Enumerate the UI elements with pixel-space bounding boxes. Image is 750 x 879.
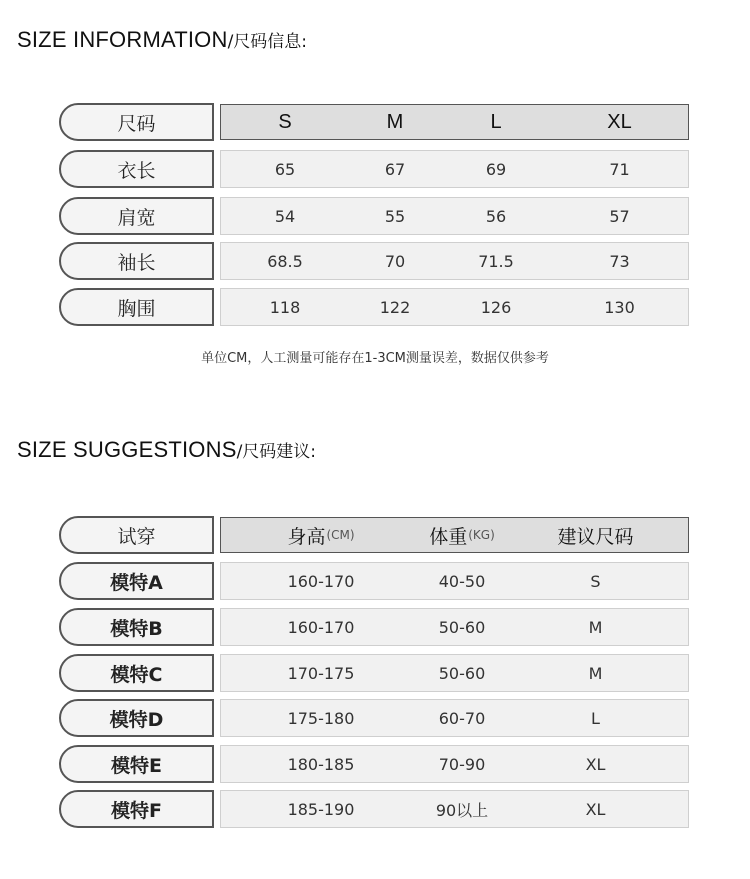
measurement-note: 单位CM，人工测量可能存在1-3CM测量误差，数据仅供参考 [201,351,549,366]
header-label-pill: 试穿 [59,516,214,554]
table-cell: 54 [274,206,296,226]
table-cell: 50-60 [438,617,486,637]
size-suggestions-heading [17,437,316,463]
row-label-pill: 模特D [59,699,214,737]
row-label-pill: 模特A [59,562,214,600]
row-label-pill: 衣长 [59,150,214,188]
row-cells [220,150,689,188]
table-cell: 57 [609,206,630,226]
row-cells [220,745,689,783]
table-row [59,150,689,188]
row-label-pill: 模特C [59,654,214,692]
table-cell: M [588,663,603,683]
table-cell: 160-170 [287,617,355,637]
table-cell: 65 [274,159,296,179]
height-header [221,518,421,552]
table-cell: 73 [609,251,630,271]
table-cell: 180-185 [287,754,355,774]
table-cell: 160-170 [287,571,355,591]
size-header: 建议尺码 [557,525,634,548]
size-xl-header: XL [607,110,632,133]
row-cells [220,562,689,600]
table-cell: XL [585,754,606,774]
size-suggestions-title-en: SIZE SUGGESTIONS [17,437,237,462]
weight-header [421,518,503,552]
header-cells [220,104,689,140]
table-cell: 185-190 [287,799,355,819]
table-row [59,790,689,828]
size-l-header: L [490,110,502,133]
table-cell: XL [585,799,606,819]
table-cell: 56 [485,206,507,226]
row-cells [220,790,689,828]
row-label-pill: 模特F [59,790,214,828]
size-information-heading [17,27,307,53]
table-cell: 40-50 [438,571,486,591]
header-cells [220,517,689,553]
height-header-label: 身高 [287,525,326,548]
table-row [59,242,689,280]
row-cells [220,197,689,235]
row-label-pill: 肩宽 [59,197,214,235]
table-cell: 170-175 [287,663,355,683]
table-cell: 70-90 [438,754,486,774]
table-cell: 118 [269,297,301,317]
table-header-row [59,516,689,554]
size-suggestions-title-zh: /尺码建议: [236,442,317,462]
table-cell: 67 [384,159,406,179]
table-cell: 122 [379,297,411,317]
table-row [59,699,689,737]
table-row [59,288,689,326]
table-cell: 50-60 [438,663,486,683]
row-label-pill: 袖长 [59,242,214,280]
table-cell: 90以上 [435,800,489,820]
table-header-row [59,103,689,141]
table-cell: S [590,571,601,591]
height-header-unit: (CM) [326,528,355,542]
table-cell: M [588,617,603,637]
row-label-pill: 模特B [59,608,214,646]
row-cells [220,608,689,646]
table-cell: 68.5 [267,251,303,271]
row-cells [220,288,689,326]
table-row [59,197,689,235]
table-cell: 71 [609,159,630,179]
header-label-pill: 尺码 [59,103,214,141]
row-cells [220,699,689,737]
table-cell: 60-70 [438,708,486,728]
row-label-pill: 胸围 [59,288,214,326]
size-m-header: M [386,110,404,133]
table-row [59,608,689,646]
table-row [59,562,689,600]
table-cell: 130 [604,297,635,317]
weight-header-unit: (KG) [468,528,495,542]
table-cell: 126 [480,297,512,317]
table-row [59,745,689,783]
size-information-title-en: SIZE INFORMATION [17,27,228,52]
table-cell: L [591,708,600,728]
row-cells [220,654,689,692]
table-cell: 71.5 [478,251,514,271]
table-row [59,654,689,692]
size-s-header: S [278,110,292,133]
table-cell: 70 [384,251,406,271]
table-cell: 175-180 [287,708,355,728]
table-cell: 55 [384,206,406,226]
row-label-pill: 模特E [59,745,214,783]
row-cells [220,242,689,280]
size-information-title-zh: /尺码信息: [227,32,308,52]
table-cell: 69 [485,159,507,179]
weight-header-label: 体重 [429,525,468,548]
